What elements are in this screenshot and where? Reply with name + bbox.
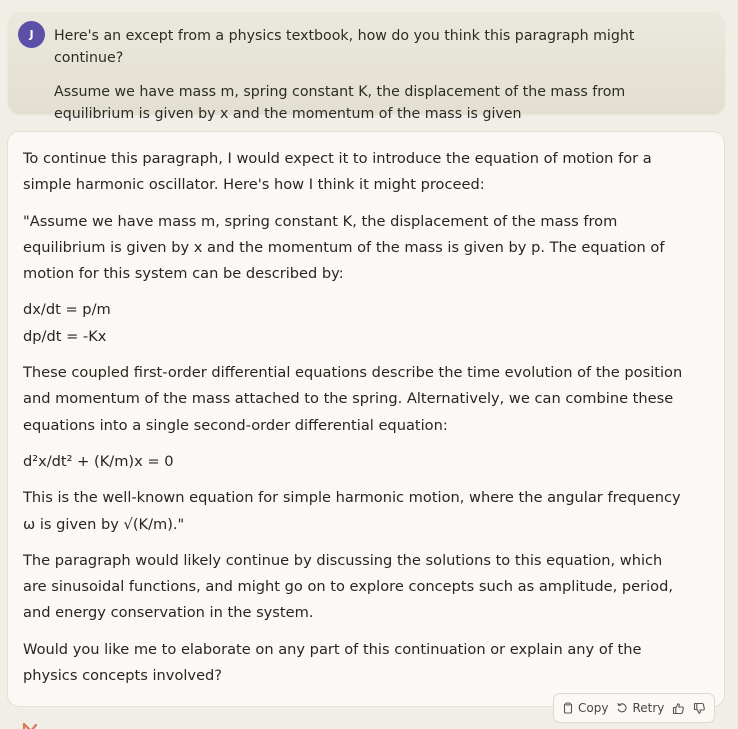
assistant-paragraph-shm: This is the well-known equation for simple harmonic motion, where the angular frequency ω is given by √(K/m)." (23, 489, 681, 533)
thumbs-up-icon (672, 702, 685, 715)
copy-button[interactable] (562, 701, 608, 715)
assistant-paragraph-coupled: These coupled first-order differential equations describe the time evolution of the position and momentum of the mass attached to the spring. Alternatively, we can combine these equations into a single second-order differential equation: (23, 364, 683, 434)
claude-logo-icon (20, 722, 40, 729)
user-message-text (54, 25, 704, 125)
assistant-message-text (23, 146, 683, 689)
user-excerpt: Assume we have mass m, spring constant K, the displacement of the mass from equilibrium is given by x and the momentum of the mass is given (54, 84, 626, 122)
user-question: Here's an except from a physics textbook, how do you think this paragraph might continue? (54, 28, 635, 66)
thumbs-down-icon (693, 702, 706, 715)
assistant-paragraph-continue: The paragraph would likely continue by discussing the solutions to this equation, which are sinusoidal functions, and might go on to explore concepts such as amplitude, period, and energy conservation in the system. (23, 551, 673, 622)
assistant-paragraph-intro: To continue this paragraph, I would expect it to introduce the equation of motion for a simple harmonic oscillator. Here's how I think it might proceed: (23, 150, 652, 194)
avatar-initial: J (29, 28, 34, 41)
user-avatar (18, 21, 45, 48)
clipboard-icon (562, 702, 574, 714)
assistant-paragraph-quote: "Assume we have mass m, spring constant K, the displacement of the mass from equilibrium is given by x and the momentum of the mass is given by p. The equation of motion for this system can be described by: (23, 212, 665, 283)
thumbs-up-button[interactable] (672, 702, 685, 715)
thumbs-down-button[interactable] (693, 702, 706, 715)
copy-label: Copy (578, 701, 609, 715)
retry-button[interactable] (616, 701, 664, 715)
user-message (8, 12, 725, 122)
equation-second-order: d²x/dt² + (K/m)x = 0 (23, 452, 174, 470)
message-actions (553, 693, 715, 723)
equation-dxdt: dx/dt = p/m (23, 301, 111, 319)
equation-dpdt: dp/dt = -Kx (23, 327, 107, 345)
assistant-paragraph-offer: Would you like me to elaborate on any part of this continuation or explain any of the physics concepts involved? (23, 640, 642, 685)
assistant-message (7, 131, 725, 707)
retry-label: Retry (632, 701, 665, 715)
retry-icon (616, 702, 628, 714)
